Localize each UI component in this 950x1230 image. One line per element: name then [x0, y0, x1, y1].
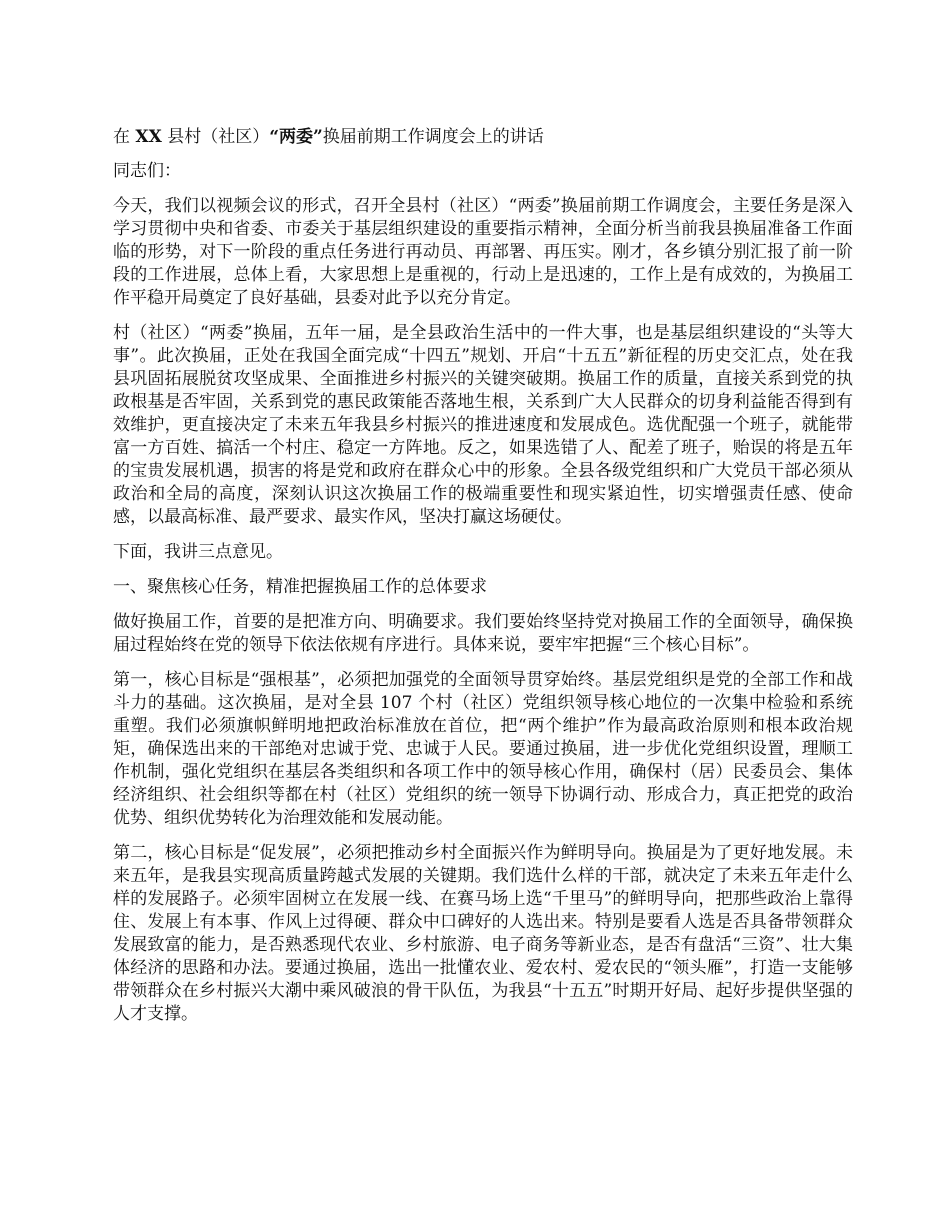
paragraph-goal-two: 第二，核心目标是“促发展”，必须把推动乡村全面振兴作为鲜明导向。换届是为了更好地发展。未来五年，是我县实现高质量跨越式发展的关键期。我们选什么样的干部，就决定了未来五年走什么样的发展路子。必须牢固树立在发展一线、在赛马场上选“千里马”的鲜明导向，把那些政治上靠得住、发展上有本事、作风上过得硬、群众中口碑好的人选出来。特别是要看人选是否具备带领群众发展致富的能力，是否熟悉现代农业、乡村旅游、电子商务等新业态，是否有盘活“三资”、壮大集体经济的思路和办法。要通过换届，选出一批懂农业、爱农村、爱农民的“领头雁”，打造一支能够带领群众在乡村振兴大潮中乘风破浪的骨干队伍，为我县“十五五”时期开好局、起好步提供坚强的人才支撑。 — [113, 843, 853, 1024]
title-quote: “两委” — [269, 127, 323, 147]
title-county: XX — [135, 127, 162, 147]
paragraph-significance: 村（社区）“两委”换届，五年一届，是全县政治生活中的一件大事，也是基层组织建设的“头等大事”。此次换届，正处在我国全面完成“十四五”规划、开启“十五五”新征程的历史交汇点，处在我县巩固拓展脱贫攻坚成果、全面推进乡村振兴的关键突破期。换届工作的质量，直接关系到党的执政根基是否牢固，关系到党的惠民政策能否落地生根，关系到广大人民群众的切身利益能否得到有效维护，更直接决定了未来五年我县乡村振兴的推进速度和发展成色。选优配强一个班子，就能带富一方百姓、搞活一个村庄、稳定一方阵地。反之，如果选错了人、配差了班子，贻误的将是五年的宝贵发展机遇，损害的将是党和政府在群众心中的形象。全县各级党组织和广大党员干部必须从政治和全局的高度，深刻认识这次换届工作的极端重要性和现实紧迫性，切实增强责任感、使命感，以最高标准、最严要求、最实作风，坚决打赢这场硬仗。 — [113, 323, 853, 527]
title-prefix: 在 — [113, 127, 136, 147]
paragraph-transition: 下面，我讲三点意见。 — [113, 542, 283, 562]
paragraph-intro: 今天，我们以视频会议的形式，召开全县村（社区）“两委”换届前期工作调度会，主要任务是深入学习贯彻中央和省委、市委关于基层组织建设的重要指示精神，全面分析当前我县换届准备工作面临的形势，对下一阶段的重点任务进行再动员、再部署、再压实。刚才，各乡镇分别汇报了前一阶段的工作进展，总体上看，大家思想上是重视的，行动上是迅速的，工作上是有成效的，为换届工作平稳开局奠定了良好基础，县委对此予以充分肯定。 — [113, 196, 853, 308]
document-title — [113, 124, 853, 150]
title-suffix: 换届前期工作调度会上的讲话 — [322, 127, 544, 147]
title-middle: 县村（社区） — [161, 127, 270, 147]
section-heading: 一、聚焦核心任务，精准把握换届工作的总体要求 — [113, 577, 487, 597]
document-page — [113, 124, 853, 1038]
salutation: 同志们： — [113, 161, 181, 181]
paragraph-goal-one: 第一，核心目标是“强根基”，必须把加强党的全面领导贯穿始终。基层党组织是党的全部工作和战斗力的基础。这次换届，是对全县 107 个村（社区）党组织领导核心地位的一次集中检验和系统重塑。我们必须旗帜鲜明地把政治标准放在首位，把“两个维护”作为最高政治原则和根本政治规矩，确保选出来的干部绝对忠诚于党、忠诚于人民。要通过换届，进一步优化党组织设置，理顺工作机制，强化党组织在基层各类组织和各项工作中的领导核心作用，确保村（居）民委员会、集体经济组织、社会组织等都在村（社区）党组织的统一领导下协调行动、形成合力，真正把党的政治优势、组织优势转化为治理效能和发展动能。 — [113, 670, 853, 828]
paragraph-requirements: 做好换届工作，首要的是把准方向、明确要求。我们要始终坚持党对换届工作的全面领导，确保换届过程始终在党的领导下依法依规有序进行。具体来说，要牢牢把握“三个核心目标”。 — [113, 612, 853, 655]
